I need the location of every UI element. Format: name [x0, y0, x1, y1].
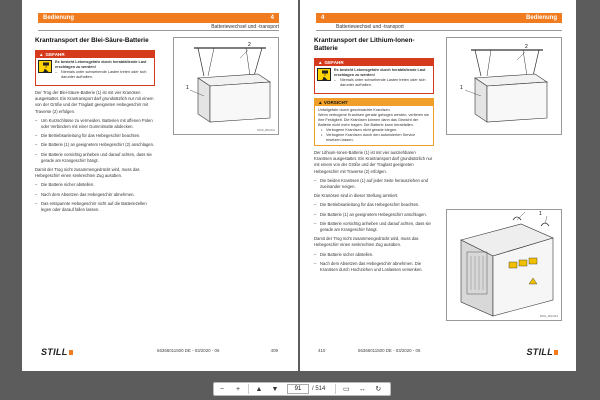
figure-callout-1: 1: [460, 85, 463, 91]
page-down-icon[interactable]: ▼: [271, 385, 279, 393]
falling-load-warning-icon: [38, 60, 52, 73]
danger-triangle-icon: ▲: [318, 60, 323, 65]
document-number: 56366011500 DE - 03/2020 - 06: [157, 348, 220, 353]
list-item: – Um Kurzschlüsse zu vermeiden, Batterien mit offenen Polen oder Verbindern mit einer Gummimatte abdecken.: [35, 118, 155, 130]
danger-label: GEFAHR: [324, 60, 344, 65]
caution-line: Wenn verbogene Kranösen gerade gebogen werden, verlieren sie ihre Festigkeit. Die Kranösen können dann das Gewicht der Batterie nicht mehr tragen. Die Batterie kann herabfallen.: [318, 113, 429, 127]
logo-mark-icon: [69, 350, 73, 355]
pdf-viewer-toolbar: [0, 379, 600, 400]
body-paragraph: Die Kranösen sind in dieser Stellung arretiert.: [314, 193, 399, 199]
still-logo: [527, 347, 559, 357]
danger-triangle-icon: ▲: [39, 52, 44, 57]
list-item: – Die Batterie (1) an geeignetem Hebegeschirr (2) anschlagen.: [35, 142, 155, 148]
figure-callout-2: 2: [525, 44, 528, 50]
figure-id: 6210_003-012: [539, 314, 558, 318]
list-item: – Nach dem Absetzen das Hebegeschirr abnehmen. Die Kranösen durch Hochziehen und Loslassen versenken.: [314, 261, 434, 273]
danger-header: [315, 59, 433, 66]
document-page-left: [22, 0, 298, 371]
battery-eye-figure: [446, 209, 562, 321]
fit-page-icon[interactable]: ▭: [343, 386, 350, 393]
rotate-icon[interactable]: ↻: [375, 386, 382, 393]
zoom-out-icon[interactable]: −: [219, 385, 225, 393]
body-paragraph: Damit der Trog nicht zusammengedrückt wird, muss das Hebegeschirr einen senkrechten Zug ausüben.: [314, 236, 419, 248]
caution-subitem: • Verbogene Kranösen nicht gerade biegen.: [318, 128, 430, 133]
figure-callout-2: 2: [248, 42, 251, 48]
list-item: – Das entspannte Hebegeschirr nicht auf die Batteriezellen legen oder darauf fallen lassen.: [35, 201, 155, 213]
page-subheader: Batteriewechsel und -transport: [336, 24, 404, 30]
caution-header: [315, 99, 433, 106]
page-subheader: Batteriewechsel und -transport: [211, 24, 279, 30]
danger-box: [314, 58, 434, 94]
list-item: – Nach dem Absetzen das Hebegeschirr abnehmen.: [35, 192, 155, 198]
falling-load-warning-icon: [317, 68, 331, 81]
page-header-bar: [38, 13, 279, 23]
danger-statement: Es besteht Lebensgefahr durch herabfallende Last erschlagen zu werden!: [55, 60, 147, 69]
page-number: 410: [318, 348, 326, 353]
body-paragraph: Der Lithium-Ionen-Batterie (1) ist mit vier ausziehbaren Kranösen ausgestattet. Ein Krantransport darf grundsätzlich nur mit einem von der Größe und der Traglast geeigneten Hebegeschirr mit Traverse (2) erfolgen.: [314, 150, 433, 174]
figure-id: 6210_003-011: [257, 128, 275, 132]
liion-lifting-illustration-top: [447, 38, 563, 136]
header-divider: [316, 30, 562, 31]
chapter-number: 4: [270, 15, 274, 21]
list-item: – Die Betriebsanleitung für das Hebegeschirr beachten.: [35, 133, 155, 139]
danger-header: [36, 51, 154, 58]
logo-text: STILL: [526, 347, 553, 357]
body-paragraph: Damit der Trog nicht zusammengedrückt wird, muss das Hebegeschirr einen senkrechten Zug ausüben.: [35, 167, 140, 179]
list-item: – Die Batterie sicher abstellen.: [35, 182, 155, 188]
toolbar-divider: [248, 384, 249, 394]
list-item: – Die Batterie vorsichtig anheben und darauf achten, dass sie gerade am Krangeschirr hängt.: [314, 221, 434, 233]
danger-item: – Niemals unter schwebende Lasten treten oder sich darunter aufhalten.: [334, 78, 431, 88]
page-number-input[interactable]: 91: [287, 384, 309, 394]
list-item: – Die Betriebsanleitung für das Hebegeschirr beachten.: [314, 202, 434, 208]
page-up-icon[interactable]: ▲: [255, 385, 263, 393]
caution-label: VORSICHT: [323, 100, 348, 105]
text-column: [314, 37, 434, 276]
battery-crane-figure: [173, 37, 279, 135]
fit-width-icon[interactable]: ↔: [358, 385, 366, 393]
caution-subitem: • Verbogene Kranösen durch den autorisierten Service ersetzen lassen.: [318, 133, 430, 143]
caution-box: [314, 98, 434, 146]
page-header-bar: [316, 13, 562, 23]
figure-callout-1: 1: [539, 211, 542, 217]
danger-statement: Es besteht Lebensgefahr durch herabfallende Last erschlagen zu werden!: [334, 68, 426, 77]
figure-callout-1: 1: [186, 85, 189, 91]
page-number: 409: [270, 348, 278, 353]
list-item: – Die Batterie vorsichtig anheben und darauf achten, dass sie gerade am Krangeschirr hängt.: [35, 152, 155, 164]
battery-crane-figure: [446, 37, 562, 135]
still-logo: [41, 347, 73, 357]
page-header-title: Bedienung: [43, 15, 74, 21]
document-number: 56366011500 DE - 03/2020 - 06: [358, 348, 421, 353]
page-header-title: Bedienung: [526, 15, 557, 21]
page-total: / 514: [312, 386, 326, 392]
danger-box: [35, 50, 155, 86]
liion-crane-eye-illustration: [447, 210, 563, 322]
list-item: – Die Batterie sicher abstellen.: [314, 252, 434, 258]
body-paragraph: Der Trog der Blei-Säure-Batterie (1) ist mit vier Kranösen ausgestattet. Ein Krantransport darf grundsätzlich nur mit einem von der Größe und der Traglast geeigneten Hebegeschirr mit Traverse (2) erfolgen.: [35, 90, 154, 114]
document-page-right: [300, 0, 576, 371]
logo-text: STILL: [41, 347, 68, 357]
list-item: – Die beiden Kranösen (1) auf jeder Seite herausziehen und zueinander neigen.: [314, 178, 434, 190]
chapter-number: 4: [321, 15, 325, 21]
caution-line: Unfallgefahr durch geschwächte Kranösen.: [318, 108, 391, 112]
section-title: Krantransport der Lithium-Ionen-Batterie: [314, 37, 415, 52]
toolbar-controls: [213, 382, 391, 396]
logo-mark-icon: [554, 350, 558, 355]
toolbar-divider: [335, 384, 336, 394]
section-title: Krantransport der Blei-Säure-Batterie: [35, 37, 149, 44]
danger-label: GEFAHR: [45, 52, 65, 57]
caution-triangle-icon: ▲: [318, 100, 324, 105]
danger-item: – Niemals unter schwebende Lasten treten oder sich darunter aufhalten.: [55, 70, 152, 80]
battery-lifting-illustration: [174, 38, 280, 136]
header-divider: [38, 30, 279, 31]
text-column: [35, 37, 155, 216]
zoom-in-icon[interactable]: +: [235, 385, 241, 393]
list-item: – Die Batterie (1) an geeignetem Hebegeschirr anschlagen.: [314, 212, 434, 218]
